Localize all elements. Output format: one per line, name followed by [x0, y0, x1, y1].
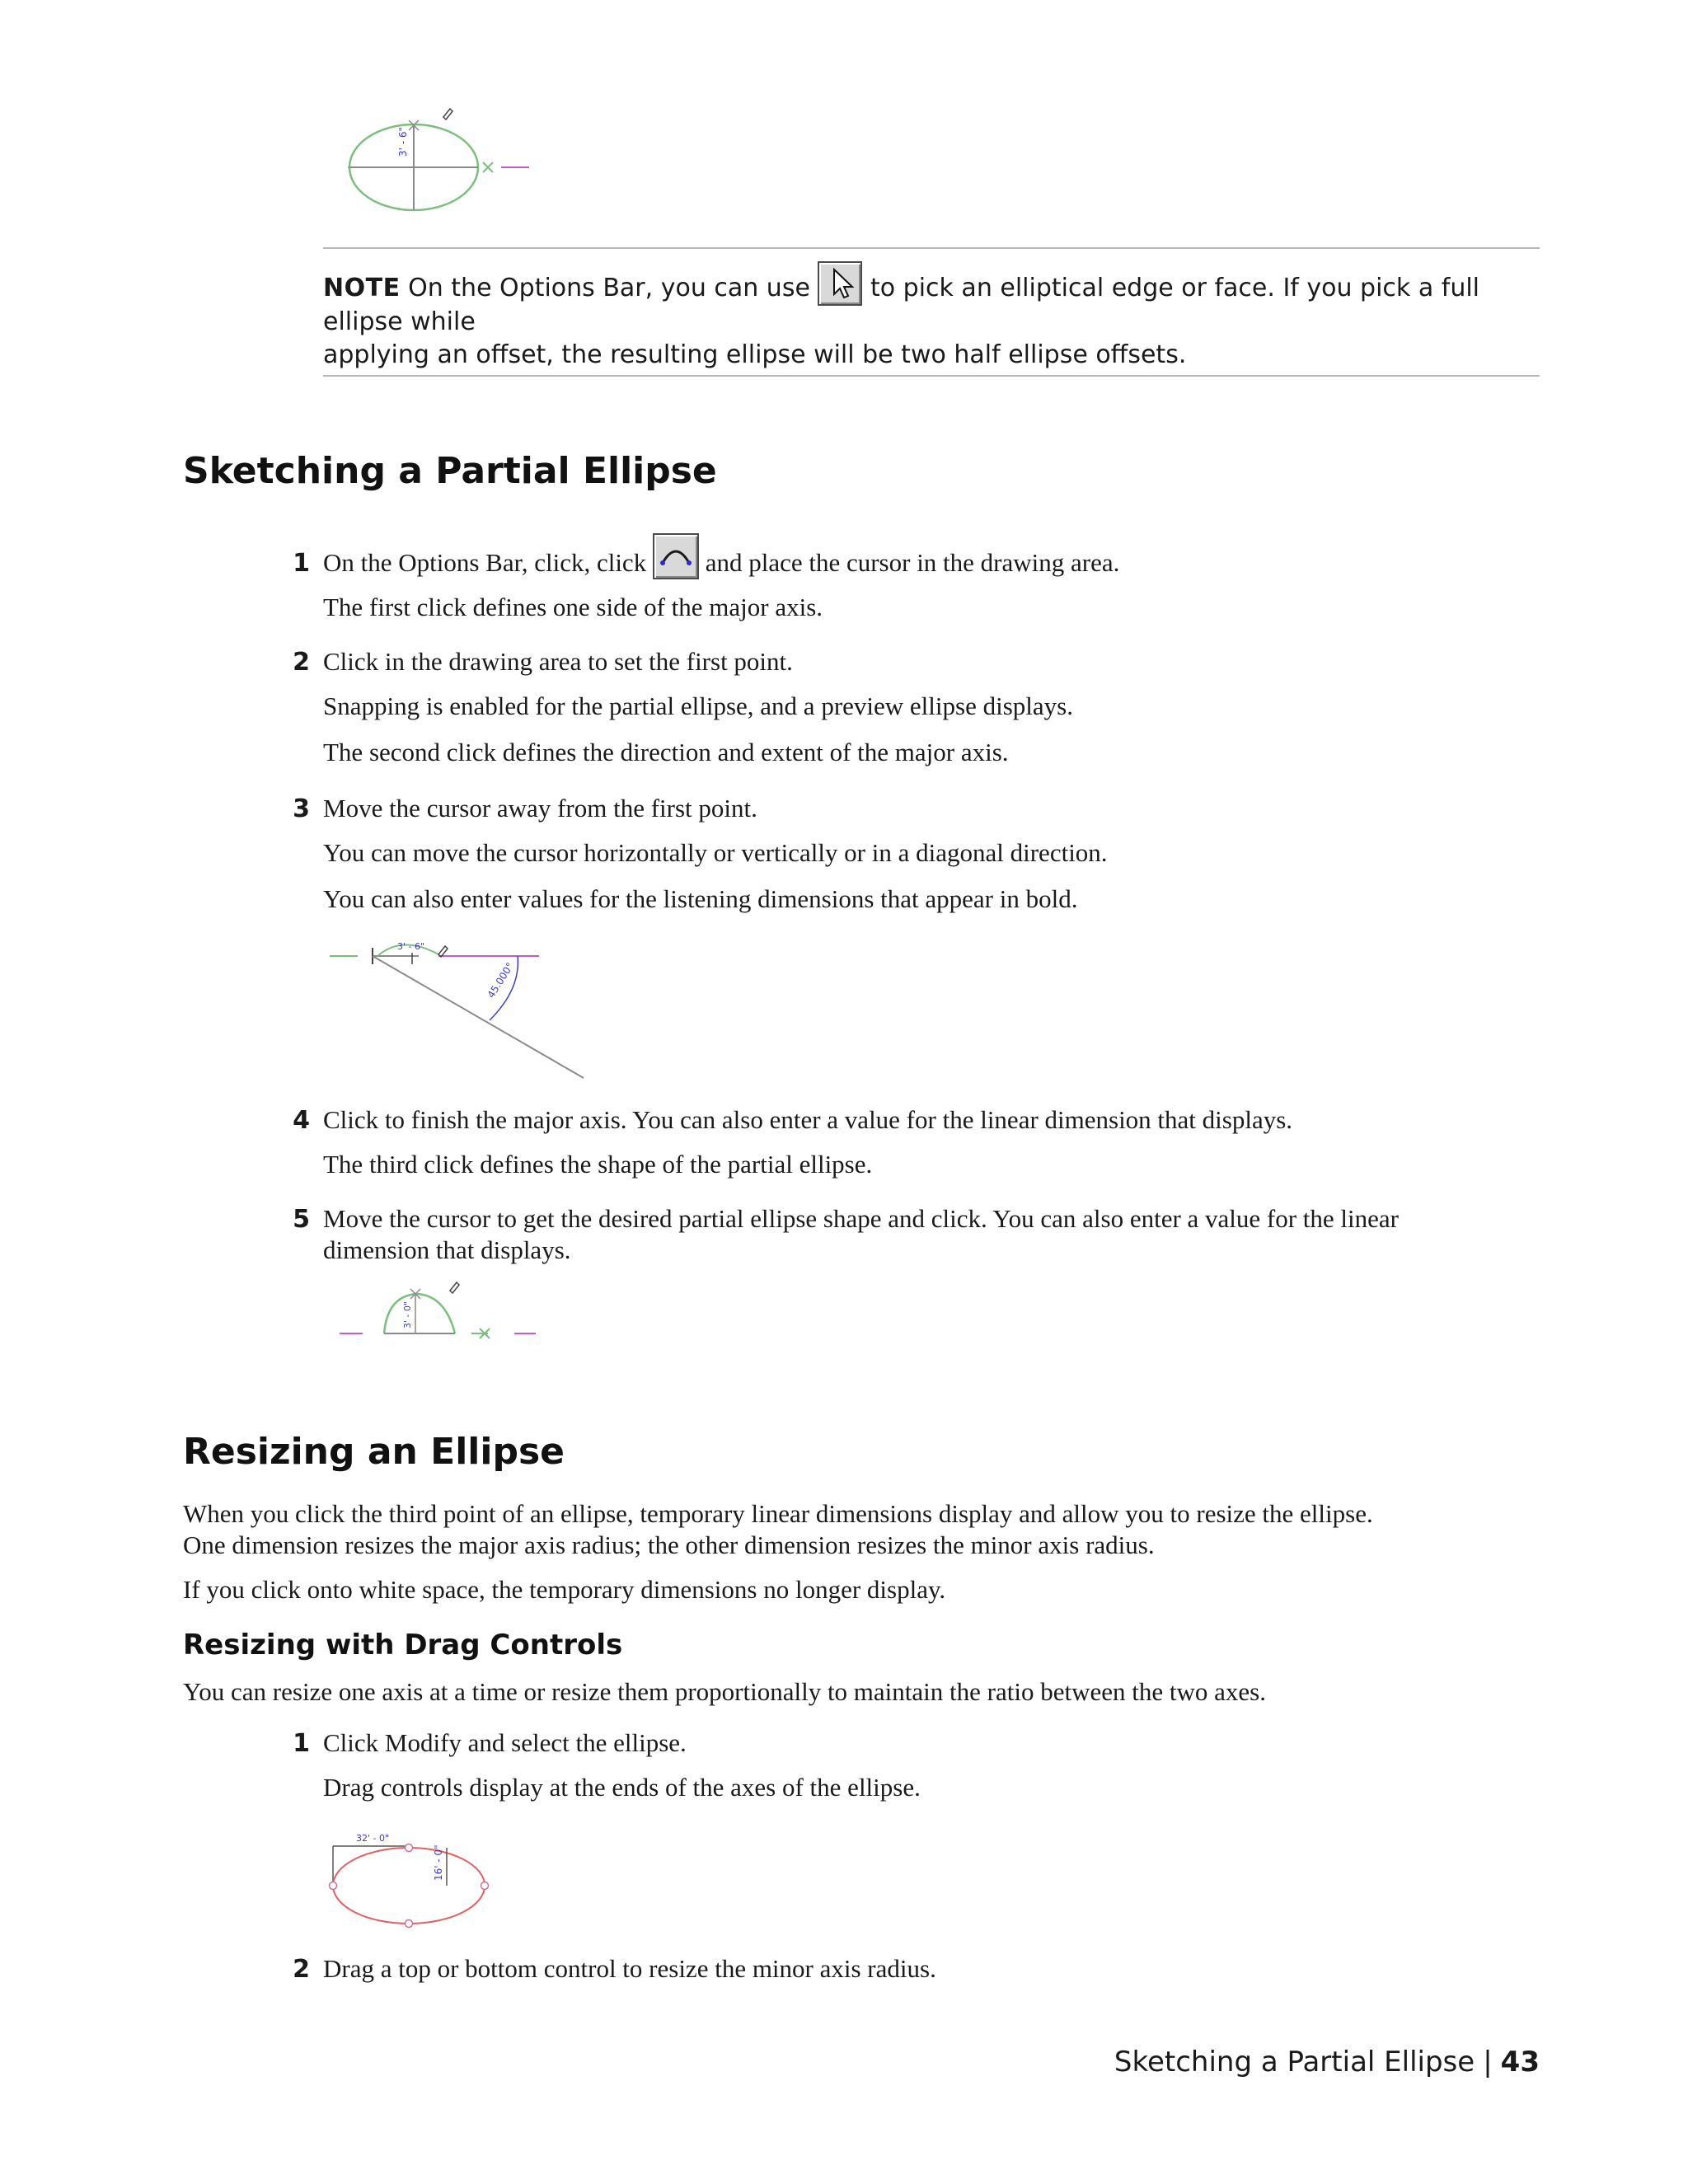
angle-label: 45.000°	[485, 960, 516, 1001]
note-top-rule	[323, 247, 1540, 249]
step-number: 5	[293, 1205, 310, 1234]
drag-controls-intro: You can resize one axis at a time or resize them proportionally to maintain the ratio between the two axes.	[183, 1677, 1266, 1706]
figure-partial-ellipse	[333, 1279, 556, 1345]
section-title-resizing-ellipse: Resizing an Ellipse	[183, 1431, 565, 1473]
note-line-2: applying an offset, the resulting ellipse will be two half ellipse offsets.	[323, 340, 1187, 369]
step-2-detail-1: Snapping is enabled for the partial ellipse, and a preview ellipse displays.	[323, 691, 1073, 720]
page-footer	[1114, 2044, 1540, 2080]
dimension-label: 3' - 0"	[402, 1301, 413, 1329]
step-1-text: On the Options Bar, click, click and place the cursor in the drawing area.	[323, 547, 1119, 579]
drag-control-top[interactable]	[406, 1844, 413, 1852]
step-number: 2	[293, 648, 310, 677]
footer-section-title: Sketching a Partial Ellipse	[1114, 2046, 1475, 2079]
resize-step-1-detail: Drag controls display at the ends of the axes of the ellipse.	[323, 1773, 921, 1802]
step-number: 2	[293, 1955, 310, 1984]
dimension-label-horizontal: 32' - 0"	[356, 1833, 390, 1844]
step-4-text: Click to finish the major axis. You can also enter a value for the linear dimension that displays.	[323, 1105, 1293, 1134]
figure-drag-controls	[321, 1828, 503, 1935]
page-number: 43	[1500, 2046, 1540, 2079]
step-2-detail-2: The second click defines the direction and extent of the major axis.	[323, 738, 1009, 766]
dimension-label: 3' - 6"	[397, 126, 409, 157]
note-bottom-rule	[323, 375, 1540, 377]
drag-control-bottom[interactable]	[406, 1920, 413, 1928]
endpoint-x	[483, 162, 493, 172]
note-label: NOTE	[323, 274, 401, 302]
resize-step-1-text: Click Modify and select the ellipse.	[323, 1728, 687, 1757]
drag-control-right[interactable]	[481, 1882, 489, 1890]
drag-control-left[interactable]	[330, 1882, 337, 1890]
resize-step-2-text: Drag a top or bottom control to resize the minor axis radius.	[323, 1954, 936, 1983]
pick-cursor-icon	[818, 261, 862, 306]
dimension-label-vertical: 16' - 0"	[433, 1844, 444, 1881]
partial-ellipse-arc	[384, 1294, 455, 1333]
figure-major-axis-preview	[326, 936, 598, 1085]
footer-separator: |	[1483, 2046, 1493, 2079]
step-5-text: Move the cursor to get the desired partial ellipse shape and click. You can also enter a value for the linear	[323, 1204, 1399, 1233]
partial-ellipse-icon	[653, 533, 699, 579]
resizing-paragraph-2: If you click onto white space, the temporary dimensions no longer display.	[183, 1575, 946, 1604]
note-text-before: On the Options Bar, you can use	[408, 274, 810, 302]
selected-ellipse	[333, 1848, 485, 1924]
step-5-text-cont: dimension that displays.	[323, 1235, 571, 1264]
step-1-detail: The first click defines one side of the major axis.	[323, 593, 823, 621]
step-3-detail-1: You can move the cursor horizontally or vertically or in a diagonal direction.	[323, 838, 1108, 867]
note-block	[323, 272, 1540, 372]
step-number: 4	[293, 1106, 310, 1135]
step-number: 1	[293, 549, 310, 578]
step-number: 1	[293, 1729, 310, 1758]
step-3-text: Move the cursor away from the first point.	[323, 794, 757, 823]
diagonal-axis	[373, 956, 584, 1078]
pencil-icon	[443, 109, 452, 120]
step-2-text: Click in the drawing area to set the first point.	[323, 647, 793, 676]
step-number: 3	[293, 794, 310, 823]
step-3-detail-2: You can also enter values for the listening dimensions that appear in bold.	[323, 884, 1078, 913]
subsection-title-drag-controls: Resizing with Drag Controls	[183, 1629, 623, 1661]
section-title-sketching-partial-ellipse: Sketching a Partial Ellipse	[183, 450, 717, 492]
note-text-after: to pick an elliptical edge or face. If you pick a full ellipse while	[323, 274, 1479, 336]
resizing-paragraph-1: When you click the third point of an ellipse, temporary linear dimensions display and allow you to resize the ellipse. One dimension resizes the major axis radius; the other dimension resizes the minor axis radius.	[183, 1499, 1373, 1559]
step-4-detail: The third click defines the shape of the partial ellipse.	[323, 1150, 873, 1179]
dimension-label: 3' - 6"	[397, 941, 425, 952]
pencil-icon	[450, 1282, 459, 1293]
figure-full-ellipse	[338, 99, 544, 223]
